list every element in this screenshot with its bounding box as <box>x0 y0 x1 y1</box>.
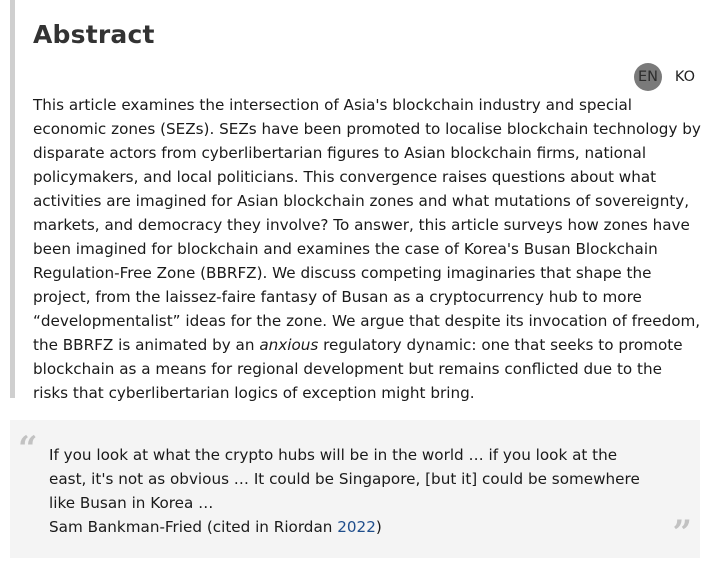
epigraph-quote <box>10 420 700 558</box>
epigraph-text: If you look at what the crypto hubs will be in the world … if you look at the east, it's not as obvious … It could be Singapore, [but it] could be somewhere like Busan in Korea … <box>49 446 640 512</box>
abstract-text-part-2: regulatory dynamic: one that seeks to promote blockchain as a means for regional development but remains conflicted due to the risks that cyberlibertarian logics of exception might bring. <box>33 336 683 402</box>
open-quote-icon: “ <box>18 429 38 469</box>
attribution-suffix: ) <box>375 518 382 536</box>
language-ko-button[interactable]: KO <box>674 69 696 85</box>
abstract-text-part-1: This article examines the intersection of Asia's blockchain industry and special economic zones (SEZs). SEZs have been promoted to localise blockchain technology by disparate actors from cyberlibertarian figures to Asian blockchain firms, national policymakers, and local politicians. This convergence raises questions about what activities are imagined for Asian blockchain zones and what mutations of sovereignty, markets, and democracy they involve? To answer, this article surveys how zones have been imagined for blockchain and examines the case of Korea's Busan Blockchain Regulation-Free Zone (BBRFZ). We discuss competing imaginaries that shape the project, from the laissez-faire fantasy of Busan as a cryptocurrency hub to more “developmentalist” ideas for the zone. We argue that despite its invocation of freedom, the BBRFZ is animated by an <box>33 96 701 354</box>
abstract-heading: Abstract <box>33 20 155 49</box>
abstract-emphasis: anxious <box>259 336 319 354</box>
close-quote-icon: ” <box>672 513 692 553</box>
abstract-text <box>33 93 701 405</box>
epigraph-attribution <box>49 515 382 539</box>
abstract-section <box>10 0 701 402</box>
language-switcher <box>634 63 700 91</box>
citation-link[interactable]: 2022 <box>337 518 376 536</box>
language-en-button[interactable]: EN <box>634 63 662 91</box>
attribution-prefix: Sam Bankman-Fried (cited in Riordan <box>49 518 338 536</box>
